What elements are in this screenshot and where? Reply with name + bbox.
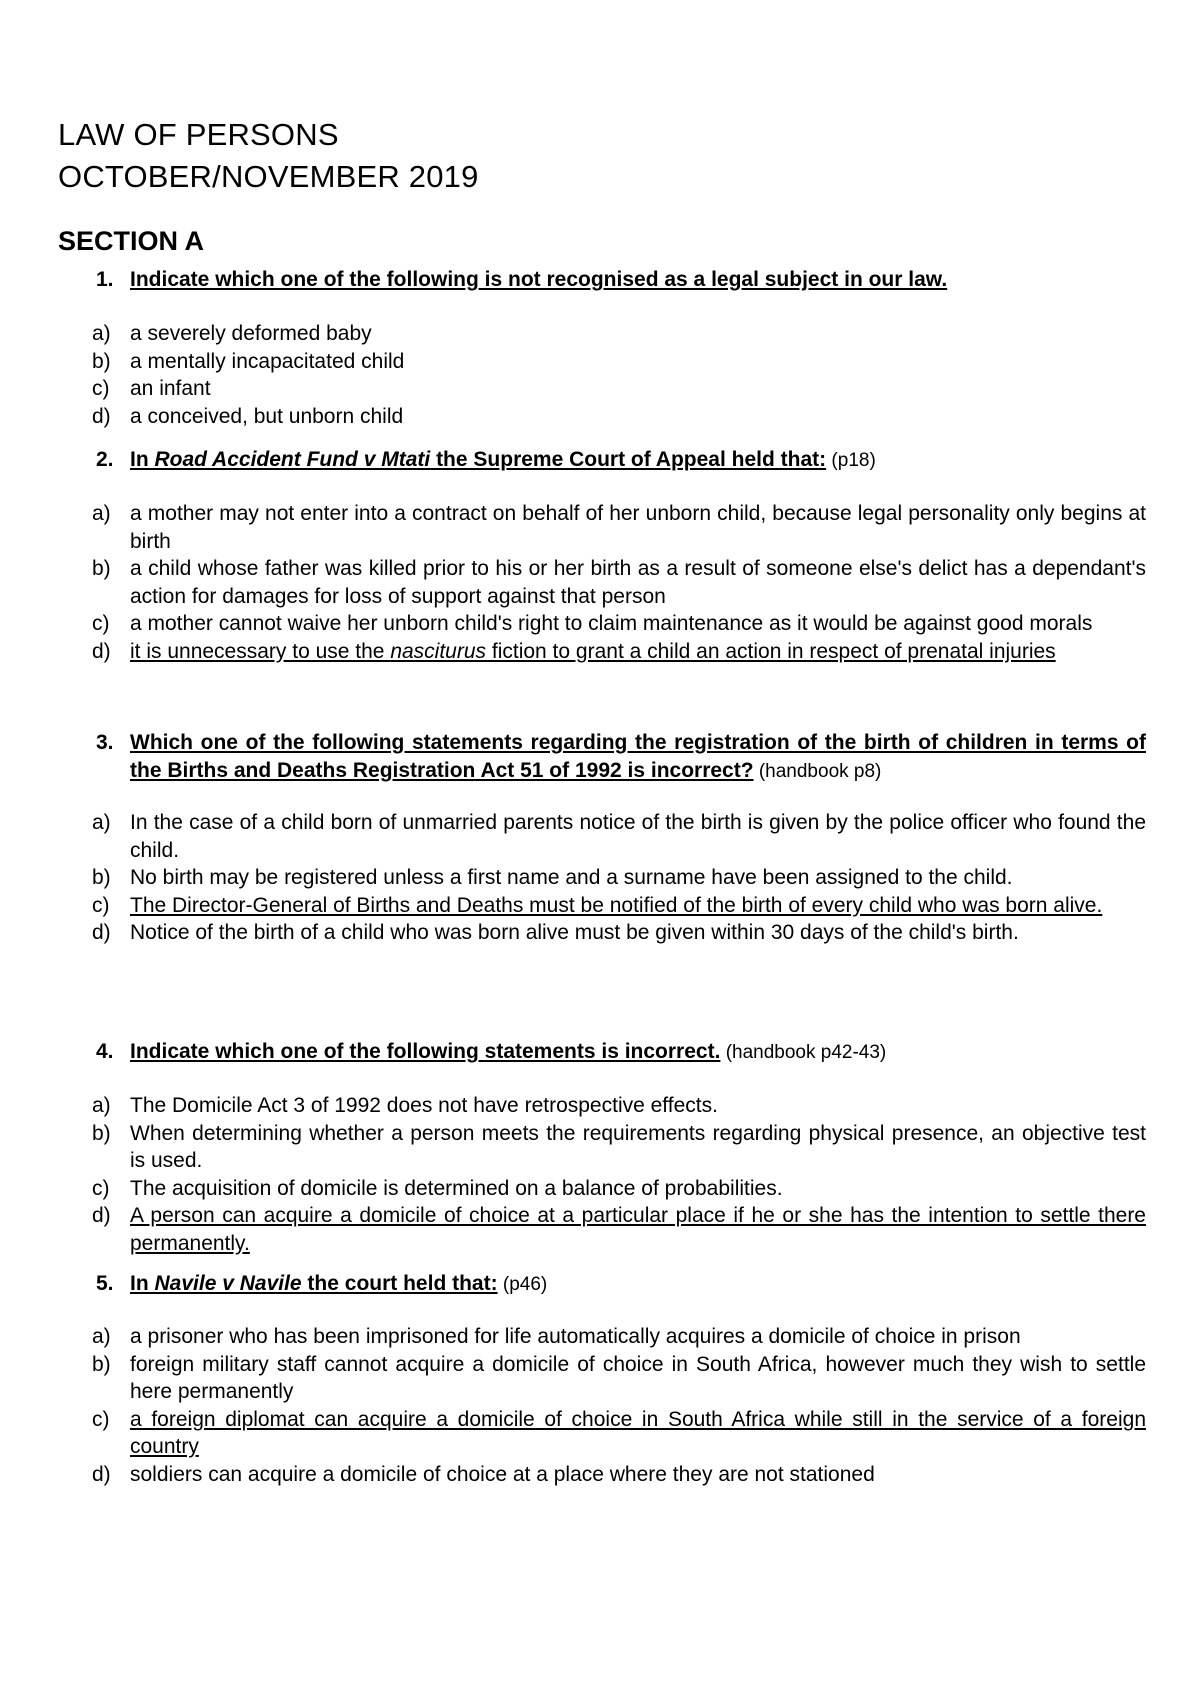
option-d: d) Notice of the birth of a child who was born alive must be given within 30 days of the child's birth.	[92, 921, 1019, 944]
option-d-answer: d) A person can acquire a domicile of choice at a particular place if he or she has the intention to settle there permanently.	[92, 1204, 1146, 1255]
option-a: a) a severely deformed baby	[92, 322, 372, 345]
option-d-answer: d) it is unnecessary to use the nasciturus fiction to grant a child an action in respect of prenatal injuries	[92, 639, 1056, 663]
question-number: 4.	[96, 1040, 114, 1063]
question-5-options	[92, 1323, 1146, 1488]
option-c: c) The acquisition of domicile is determined on a balance of probabilities.	[92, 1176, 783, 1200]
question-text: In Road Accident Fund v Mtati the Supreme Court of Appeal held that: (p18)	[130, 448, 876, 471]
option-c: c) a mother cannot waive her unborn child's right to claim maintenance as it would be against good morals	[92, 612, 1093, 635]
document-title: LAW OF PERSONS	[58, 117, 339, 152]
question-3-options	[92, 809, 1146, 947]
option-b: b) a mentally incapacitated child	[92, 349, 405, 373]
option-d: d) soldiers can acquire a domicile of choice at a place where they are not stationed	[92, 1462, 875, 1486]
question-text: Which one of the following statements regarding the registration of the birth of children in terms of the Births and Deaths Registration Act 51 of 1992 is incorrect? (handbook p8)	[130, 731, 1146, 782]
option-b: b) When determining whether a person meets the requirements regarding physical presence, an objective test is used.	[92, 1121, 1146, 1172]
case-name: Navile v Navile	[154, 1272, 302, 1295]
option-a: a) In the case of a child born of unmarried parents notice of the birth is given by the police officer who found the child.	[92, 811, 1146, 862]
page-reference: (p46)	[497, 1274, 548, 1295]
option-b: b) foreign military staff cannot acquire a domicile of choice in South Africa, however much they wish to settle here permanently	[92, 1352, 1146, 1403]
question-number: 5.	[96, 1272, 114, 1295]
question-text: Indicate which one of the following statements is incorrect. (handbook p42-43)	[130, 1040, 887, 1063]
option-c-answer: c) The Director-General of Births and Deaths must be notified of the birth of every child who was born alive.	[92, 893, 1103, 917]
question-number: 2.	[96, 448, 114, 471]
question-text: In Navile v Navile the court held that: (p46)	[130, 1272, 548, 1295]
case-name: Road Accident Fund v Mtati	[154, 448, 431, 471]
page-reference: (handbook p42-43)	[720, 1042, 887, 1063]
question-number: 1.	[96, 268, 114, 291]
document-date: OCTOBER/NOVEMBER 2019	[58, 159, 479, 194]
option-a: a) a mother may not enter into a contract on behalf of her unborn child, because legal personality only begins at birth	[92, 502, 1146, 553]
question-number: 3.	[96, 731, 114, 754]
section-heading: SECTION A	[58, 226, 205, 256]
question-1-options	[92, 320, 1146, 430]
page-reference: (p18)	[826, 450, 876, 471]
option-c-answer: c) a foreign diplomat can acquire a domicile of choice in South Africa while still in the service of a foreign country	[92, 1407, 1146, 1458]
page-reference: (handbook p8)	[753, 761, 882, 782]
question-text: Indicate which one of the following is not recognised as a legal subject in our law.	[130, 268, 948, 291]
option-a: a) a prisoner who has been imprisoned for life automatically acquires a domicile of choice in prison	[92, 1325, 1021, 1348]
option-a: a) The Domicile Act 3 of 1992 does not have retrospective effects.	[92, 1094, 718, 1117]
question-4-options	[92, 1092, 1146, 1257]
option-c: c) an infant	[92, 377, 211, 400]
option-b: b) No birth may be registered unless a first name and a surname have been assigned to the child.	[92, 866, 1013, 889]
option-d: d) a conceived, but unborn child	[92, 404, 404, 428]
question-2-options	[92, 500, 1146, 665]
option-b: b) a child whose father was killed prior to his or her birth as a result of someone else's delict has a dependant's action for damages for loss of support against that person	[92, 557, 1146, 608]
